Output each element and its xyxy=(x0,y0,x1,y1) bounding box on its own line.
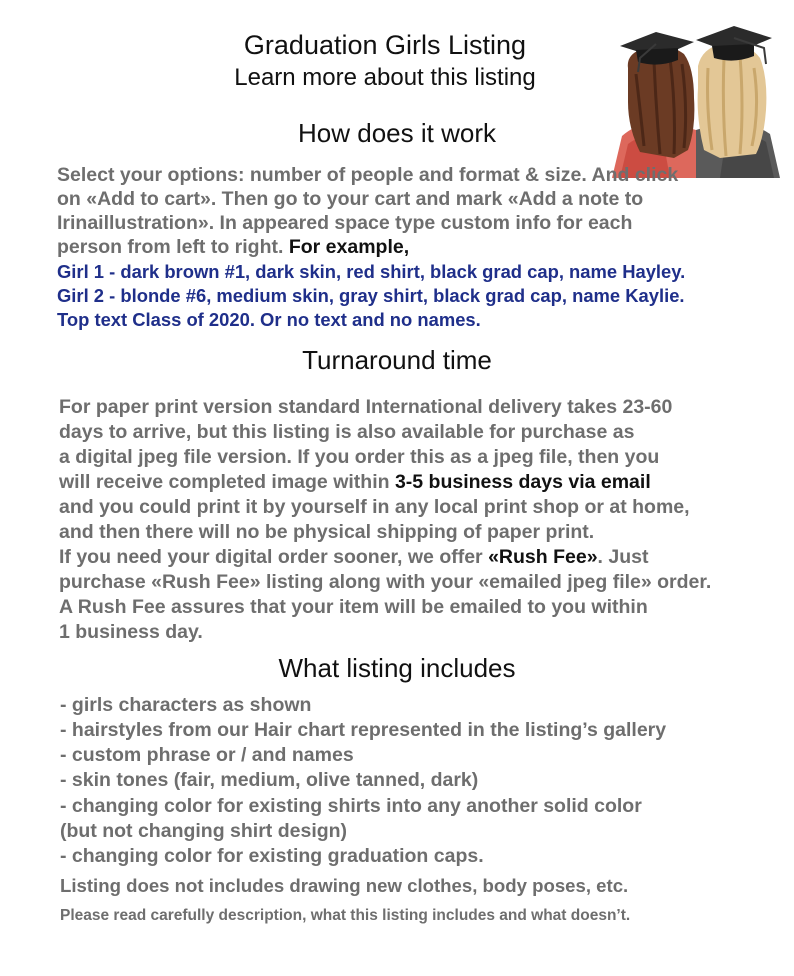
includes-item: - changing color for existing graduation caps. xyxy=(60,845,484,867)
not-included-line: Listing does not includes drawing new clothes, body poses, etc. xyxy=(60,875,629,896)
includes-item: - hairstyles from our Hair chart represented in the listing’s gallery xyxy=(60,719,667,741)
includes-item: - custom phrase or / and names xyxy=(60,744,354,766)
includes-heading: What listing includes xyxy=(278,653,516,683)
footnote: Please read carefully description, what this listing includes and what doesn’t. xyxy=(60,907,631,924)
turnaround-line: 1 business day. xyxy=(59,621,203,643)
example-line: Girl 2 - blonde #6, medium skin, gray shirt, black grad cap, name Kaylie. xyxy=(57,285,685,306)
how-line-with-example xyxy=(57,236,409,259)
business-days-emphasis: 3-5 business days via email xyxy=(394,471,651,493)
turnaround-line: For paper print version standard International delivery takes 23-60 xyxy=(59,396,673,418)
graduates-illustration xyxy=(610,18,782,178)
turnaround-heading: Turnaround time xyxy=(302,345,492,375)
turnaround-text: . Just xyxy=(597,546,649,568)
rush-fee-emphasis: «Rush Fee» xyxy=(488,546,598,568)
example-label: For example, xyxy=(283,236,410,258)
turnaround-line-rush xyxy=(59,546,648,569)
how-line: person from left to right. xyxy=(57,236,284,258)
turnaround-text: will receive completed image within xyxy=(59,471,395,493)
how-line: on «Add to cart». Then go to your cart and mark «Add a note to xyxy=(57,188,644,210)
example-line: Girl 1 - dark brown #1, dark skin, red shirt, black grad cap, name Hayley. xyxy=(57,261,686,282)
turnaround-line-email xyxy=(59,471,651,494)
includes-item: (but not changing shirt design) xyxy=(60,820,348,842)
turnaround-line: purchase «Rush Fee» listing along with your «emailed jpeg file» order. xyxy=(59,571,712,593)
turnaround-line: and then there will no be physical shipping of paper print. xyxy=(59,521,595,543)
page-title: Graduation Girls Listing xyxy=(243,30,527,60)
how-line: Select your options: number of people and format & size. And click xyxy=(57,164,679,186)
turnaround-line: A Rush Fee assures that your item will be emailed to you within xyxy=(59,596,648,618)
turnaround-line: a digital jpeg file version. If you order this as a jpeg file, then you xyxy=(59,446,660,468)
includes-item: - changing color for existing shirts into any another solid color xyxy=(60,795,642,817)
how-heading: How does it work xyxy=(298,118,496,148)
page-subtitle: Learn more about this listing xyxy=(234,64,536,91)
includes-item: - girls characters as shown xyxy=(60,694,312,716)
includes-item: - skin tones (fair, medium, olive tanned, dark) xyxy=(60,769,479,791)
example-line: Top text Class of 2020. Or no text and no names. xyxy=(57,309,481,330)
turnaround-line: days to arrive, but this listing is also available for purchase as xyxy=(59,421,635,443)
turnaround-text: If you need your digital order sooner, we offer xyxy=(59,546,489,568)
turnaround-line: and you could print it by yourself in any local print shop or at home, xyxy=(59,496,690,518)
how-line: Irinaillustration». In appeared space type custom info for each xyxy=(57,212,633,234)
